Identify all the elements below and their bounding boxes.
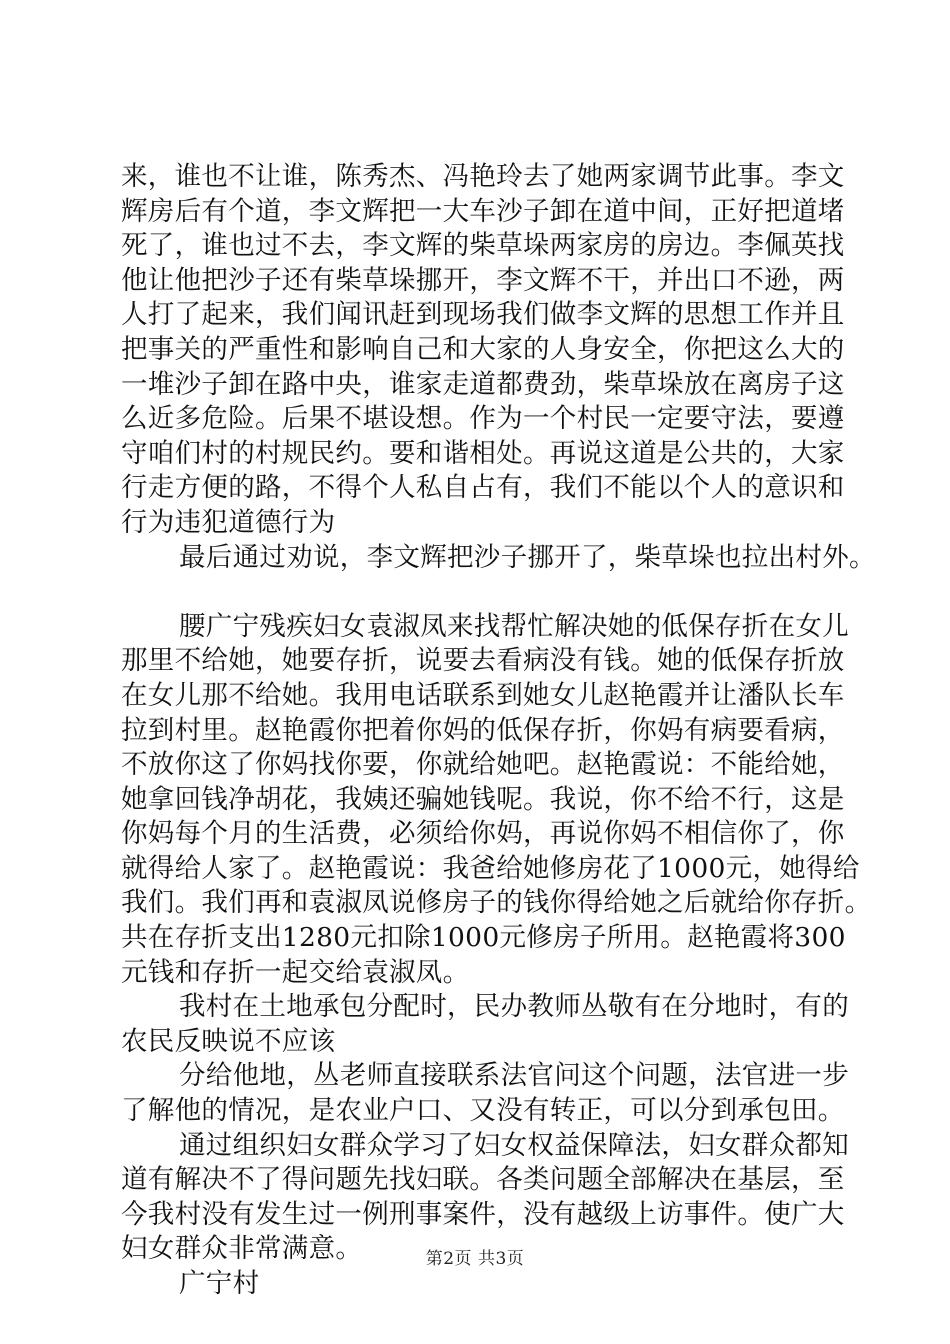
paragraph-start-line: 分给他地，丛老师直接联系法官问这个问题，法官进一步 bbox=[179, 1060, 849, 1092]
text-line: 辉房后有个道，李文辉把一大车沙子卸在道中间，正好把道堵 bbox=[121, 195, 845, 227]
text-line: 在女儿那不给她。我用电话联系到她女儿赵艳霞并让潘队长车 bbox=[121, 679, 845, 711]
text-line: 那里不给她，她要存折，说要去看病没有钱。她的低保存折放 bbox=[121, 645, 845, 677]
text-line: 行为违犯道德行为 bbox=[121, 506, 336, 538]
signature-line: 广宁村 bbox=[179, 1268, 260, 1299]
paragraph-start-line: 最后通过劝说，李文辉把沙子挪开了，柴草垛也拉出村外。 bbox=[179, 541, 876, 573]
paragraph-start-line: 我村在土地承包分配时，民办教师丛敬有在分地时，有的 bbox=[179, 991, 849, 1023]
text-line: 把事关的严重性和影响自己和大家的人身安全，你把这么大的 bbox=[121, 333, 845, 365]
text-line: 了解他的情况，是农业户口、又没有转正，可以分到承包田。 bbox=[121, 1095, 845, 1127]
text-line: 来，谁也不让谁，陈秀杰、冯艳玲去了她两家调节此事。李文 bbox=[121, 161, 845, 192]
text-line: 她拿回钱净胡花，我姨还骗她钱呢。我说，你不给不行，这是 bbox=[121, 783, 845, 815]
paragraph-gap bbox=[121, 575, 836, 610]
text-line: 拉到村里。赵艳霞你把着你妈的低保存折，你妈有病要看病， bbox=[121, 714, 845, 746]
text-line: 行走方便的路，不得个人私自占有，我们不能以个人的意识和 bbox=[121, 472, 845, 504]
text-line: 你妈每个月的生活费，必须给你妈，再说你妈不相信你了，你 bbox=[121, 818, 845, 850]
page-footer bbox=[0, 1244, 950, 1269]
text-line: 一堆沙子卸在路中央，谁家走道都费劲，柴草垛放在离房子这 bbox=[121, 368, 845, 400]
text-line: 就得给人家了。赵艳霞说：我爸给她修房花了1000元，她得给 bbox=[121, 852, 860, 884]
text-line: 农民反映说不应该 bbox=[121, 1025, 336, 1057]
text-line: 妇女群众非常满意。 bbox=[121, 1233, 363, 1265]
text-line: 道有解决不了得问题先找妇联。各类问题全部解决在基层，至 bbox=[121, 1164, 845, 1196]
text-line: 守咱们村的村规民约。要和谐相处。再说这道是公共的，大家 bbox=[121, 437, 845, 469]
text-line: 他让他把沙子还有柴草垛挪开，李文辉不干，并出口不逊，两 bbox=[121, 264, 845, 296]
document-body bbox=[121, 160, 876, 1302]
text-line: 人打了起来，我们闻讯赶到现场我们做李文辉的思想工作并且 bbox=[121, 299, 845, 331]
text-line: 今我村没有发生过一例刑事案件，没有越级上访事件。使广大 bbox=[121, 1198, 845, 1230]
text-line: 元钱和存折一起交给袁淑凤。 bbox=[121, 956, 470, 988]
page-number: 第2页 共3页 bbox=[425, 1249, 525, 1269]
text-line: 么近多危险。后果不堪设想。作为一个村民一定要守法，要遵 bbox=[121, 403, 845, 435]
text-line: 共在存折支出1280元扣除1000元修房子所用。赵艳霞将300 bbox=[121, 922, 846, 954]
text-line: 我们。我们再和袁淑凤说修房子的钱你得给她之后就给你存折。 bbox=[121, 887, 872, 919]
text-line: 不放你这了你妈找你要，你就给她吧。赵艳霞说：不能给她， bbox=[121, 749, 845, 781]
paragraph-start-line: 通过组织妇女群众学习了妇女权益保障法，妇女群众都知 bbox=[179, 1129, 849, 1161]
text-line: 死了，谁也过不去，李文辉的柴草垛两家房的房边。李佩英找 bbox=[121, 230, 845, 262]
paragraph-start-line: 腰广宁残疾妇女袁淑凤来找帮忙解决她的低保存折在女儿 bbox=[179, 610, 849, 642]
